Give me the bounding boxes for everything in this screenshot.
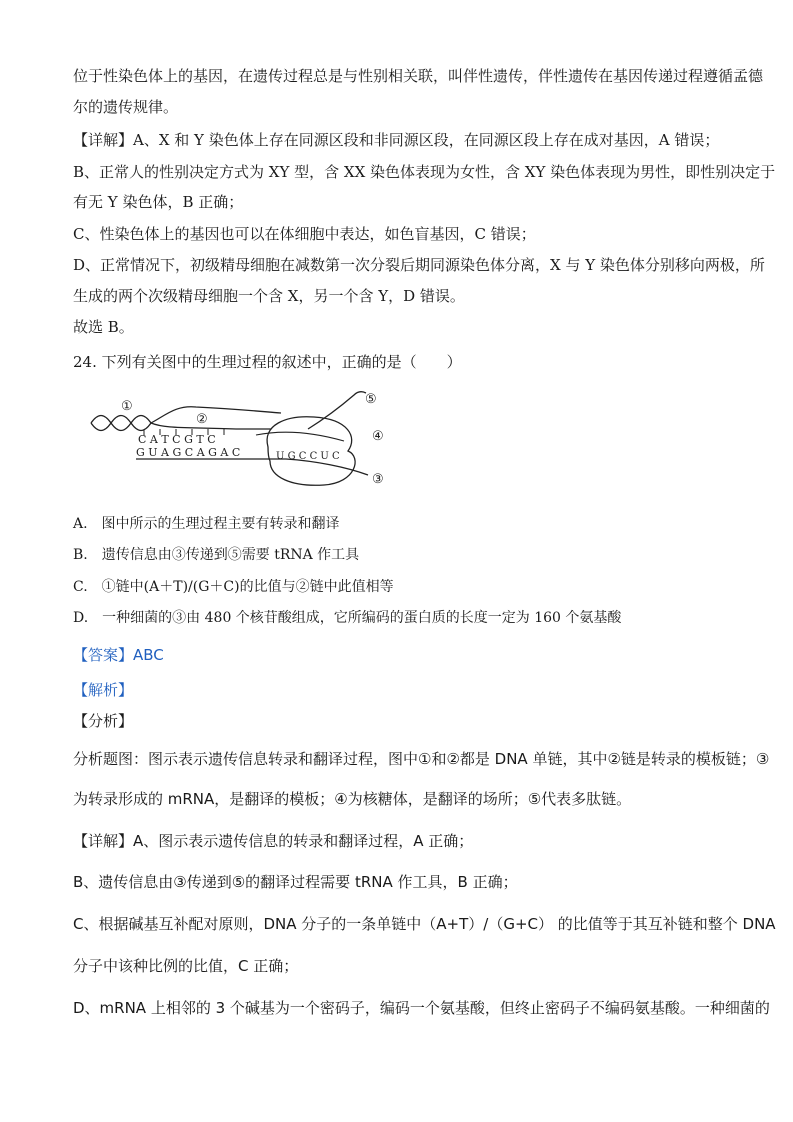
analysis-line-2: 为转录形成的 mRNA，是翻译的模板；④为核糖体，是翻译的场所；⑤代表多肽链。 <box>73 790 632 808</box>
polypeptide-5 <box>308 392 366 429</box>
jiexi-heading: 【解析】 <box>73 681 134 699</box>
q24-stem: 24. 下列有关图中的生理过程的叙述中，正确的是（ ） <box>73 353 462 371</box>
detail-c2: 分子中该种比例的比值，C 正确； <box>73 957 299 975</box>
dna-helix-strand-a <box>91 416 151 431</box>
q23-detail-a: 【详解】A、X 和 Y 染色体上存在同源区段和非同源区段，在同源区段上存在成对基因，A 错误； <box>73 131 720 149</box>
label-4: ④ <box>372 429 384 444</box>
strand-top-sequence: C A T C G T C <box>138 433 216 446</box>
label-5: ⑤ <box>365 392 377 407</box>
strand-2 <box>151 423 271 429</box>
strand-1 <box>151 407 281 423</box>
ribosome-inner-line <box>256 432 344 441</box>
intro-line-1: 位于性染色体上的基因，在遗传过程总是与性别相关联，叫伴性遗传，伴性遗传在基因传递过程遵循孟德 <box>73 67 764 85</box>
label-3: ③ <box>372 472 384 487</box>
q23-detail-d2: 生成的两个次级精母细胞一个含 X，另一个含 Y，D 错误。 <box>73 287 465 305</box>
detail-b: B、遗传信息由③传递到⑤的翻译过程需要 tRNA 作工具，B 正确； <box>73 873 518 891</box>
q23-choice: 故选 B。 <box>73 318 134 336</box>
option-b: B. 遗传信息由③传递到⑤需要 tRNA 作工具 <box>73 547 360 563</box>
analysis-line-1: 分析题图：图示表示遗传信息转录和翻译过程，图中①和②都是 DNA 单链，其中②链是转录的模板链；③ <box>73 750 770 768</box>
q23-detail-c: C、性染色体上的基因也可以在体细胞中表达，如色盲基因，C 错误； <box>73 225 536 243</box>
detail-c1: C、根据碱基互补配对原则，DNA 分子的一条单链中（A+T）/（G+C） 的比值等于其互补链和整个 DNA <box>73 915 776 933</box>
q23-detail-b2: 有无 Y 染色体，B 正确； <box>73 193 244 211</box>
q23-detail-b1: B、正常人的性别决定方式为 XY 型，含 XX 染色体表现为女性，含 XY 染色体表现为男性，即性别决定于 <box>73 163 776 181</box>
fenxi-heading: 【分析】 <box>73 712 134 730</box>
detail-a: 【详解】A、图示表示遗传信息的转录和翻译过程，A 正确； <box>73 832 474 850</box>
answer-line <box>73 645 164 665</box>
intro-line-2: 尔的遗传规律。 <box>73 98 179 116</box>
label-2: ② <box>196 412 208 427</box>
transcription-translation-figure <box>86 385 396 495</box>
q23-detail-d1: D、正常情况下，初级精母细胞在减数第一次分裂后期同源染色体分离，X 与 Y 染色体分别移向两极，所 <box>73 256 765 274</box>
detail-d: D、mRNA 上相邻的 3 个碱基为一个密码子，编码一个氨基酸，但终止密码子不编码氨基酸。一种细菌的 <box>73 999 770 1017</box>
option-d: D. 一种细菌的③由 480 个核苷酸组成，它所编码的蛋白质的长度一定为 160 个氨基酸 <box>73 610 622 626</box>
option-a: A. 图中所示的生理过程主要有转录和翻译 <box>73 516 340 532</box>
dna-helix-strand-b <box>91 416 151 431</box>
ribosome-sequence: U G C C U C <box>276 451 340 462</box>
answer-text: 【答案】ABC <box>73 646 164 664</box>
option-c: C. ①链中(A＋T)/(G＋C)的比值与②链中此值相等 <box>73 579 394 595</box>
label-1: ① <box>121 399 133 414</box>
strand-bottom-sequence: G U A G C A G A C <box>136 446 241 459</box>
